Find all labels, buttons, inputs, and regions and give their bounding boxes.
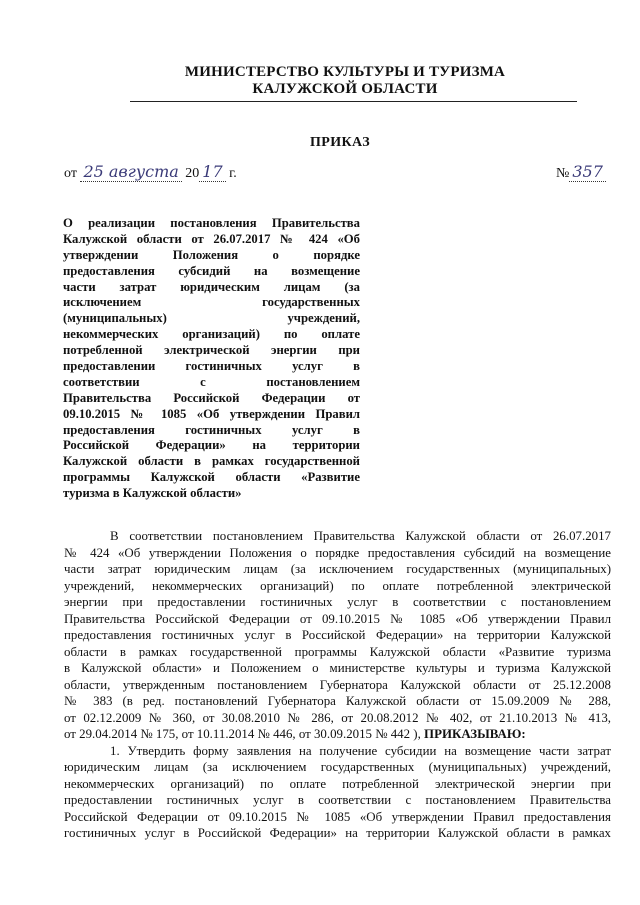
body-line: Правительства Российской Федерации от 09.10.2015 № 1085 «Об утверждении Правил — [64, 611, 611, 626]
body-line: области, утвержденным постановлением Губернатора Калужской области от 25.12.2008 — [64, 677, 611, 692]
order-word: ПРИКАЗЫВАЮ: — [424, 727, 526, 741]
order-subject — [63, 216, 360, 502]
body-line: В соответствии постановлением Правительства Калужской области от 26.07.2017 — [110, 529, 611, 543]
body-line: в Калужской области» и Положением о министерстве культуры и туризма Калужской — [64, 661, 611, 675]
subject-line: соответствии с постановлением — [63, 374, 360, 389]
body-line: 1. Утвердить форму заявления на получение субсидии на возмещение части затрат — [110, 743, 611, 758]
subject-line: предоставлении гостиничных услуг в — [63, 359, 360, 374]
subject-line: О реализации постановления Правительства — [63, 216, 360, 230]
body-line: части затрат юридическим лицам (за исключением государственных (муниципальных) — [64, 562, 611, 576]
header-divider — [130, 101, 577, 102]
handwritten-year: 17 — [199, 162, 225, 182]
subject-line: части затрат юридическим лицам (за — [63, 279, 360, 294]
body-line: № 424 «Об утверждении Положения о порядке предоставления субсидий на возмещение — [64, 545, 611, 560]
subject-line: туризма в Калужской области» — [63, 486, 242, 501]
date-prefix: от — [64, 166, 77, 181]
body-line: гостиничных услуг в Российской Федерации» на территории Калужской области в рамках — [64, 826, 611, 840]
ministry-name-line-1: МИНИСТЕРСТВО КУЛЬТУРЫ И ТУРИЗМА — [184, 64, 506, 80]
subject-line: программы Калужской области «Развитие — [63, 470, 360, 485]
subject-line: утверждении Положения о порядке — [63, 247, 360, 262]
ministry-header — [130, 64, 560, 98]
subject-line: предоставления гостиничных услуг в — [63, 422, 360, 437]
number-sign: № — [556, 166, 570, 181]
body-line-with-order — [64, 726, 611, 743]
subject-line: Калужской области в рамках государственной — [63, 454, 360, 469]
subject-line: Правительства Российской Федерации от — [63, 390, 360, 405]
body-line: учреждений, некоммерческих организаций) по оплате потребленной электрической — [64, 578, 611, 593]
subject-line: исключением государственных — [63, 295, 360, 310]
body-line: юридическим лицам (за исключением государственных (муниципальных) учреждений, — [64, 760, 611, 774]
subject-line: потребленной электрической энергии при — [63, 343, 360, 358]
subject-line: 09.10.2015 № 1085 «Об утверждении Правил — [63, 406, 360, 421]
body-line: № 383 (в ред. постановлений Губернатора Калужской области от 15.09.2009 № 288, — [64, 694, 611, 708]
body-line: некоммерческих организаций) по оплате потребленной электрической энергии при — [64, 776, 611, 791]
order-body — [64, 528, 611, 842]
handwritten-number: 357 — [569, 162, 606, 182]
body-line: энергии при предоставлении гостиничных услуг в соответствии с постановлением — [64, 595, 611, 609]
year-prefix: 20 — [185, 166, 200, 181]
subject-line: (муниципальных) учреждений, — [63, 311, 360, 326]
subject-line: Калужской области от 26.07.2017 № 424 «Об — [63, 231, 360, 246]
date-suffix: г. — [229, 166, 237, 181]
ministry-name-line-2: КАЛУЖСКОЙ ОБЛАСТИ — [252, 81, 438, 97]
body-line: от 02.12.2009 № 360, от 30.08.2010 № 286, от 20.08.2012 № 402, от 21.10.2013 № 413, — [64, 710, 611, 725]
document-title: ПРИКАЗ — [309, 135, 371, 150]
body-line: области в рамках государственной программы Калужской области «Развитие туризма — [64, 644, 611, 659]
order-number — [556, 162, 606, 182]
body-line: предоставления гостиничных услуг в Российской Федерации» на территории Калужской — [64, 628, 611, 642]
subject-line: предоставления субсидий на возмещение — [63, 263, 360, 278]
subject-line: некоммерческих организаций) по оплате — [63, 327, 360, 342]
handwritten-date: 25 августа — [80, 162, 181, 182]
body-line: Российской Федерации от 09.10.2015 № 1085 «Об утверждении Правил предоставления — [64, 809, 611, 824]
order-date — [64, 162, 237, 182]
body-line: от 29.04.2014 № 175, от 10.11.2014 № 446, от 30.09.2015 № 442 ), — [64, 727, 421, 741]
subject-line: Российской Федерации» на территории — [63, 438, 360, 453]
body-line: предоставлении гостиничных услуг в соответствии с постановлением Правительства — [64, 793, 611, 807]
